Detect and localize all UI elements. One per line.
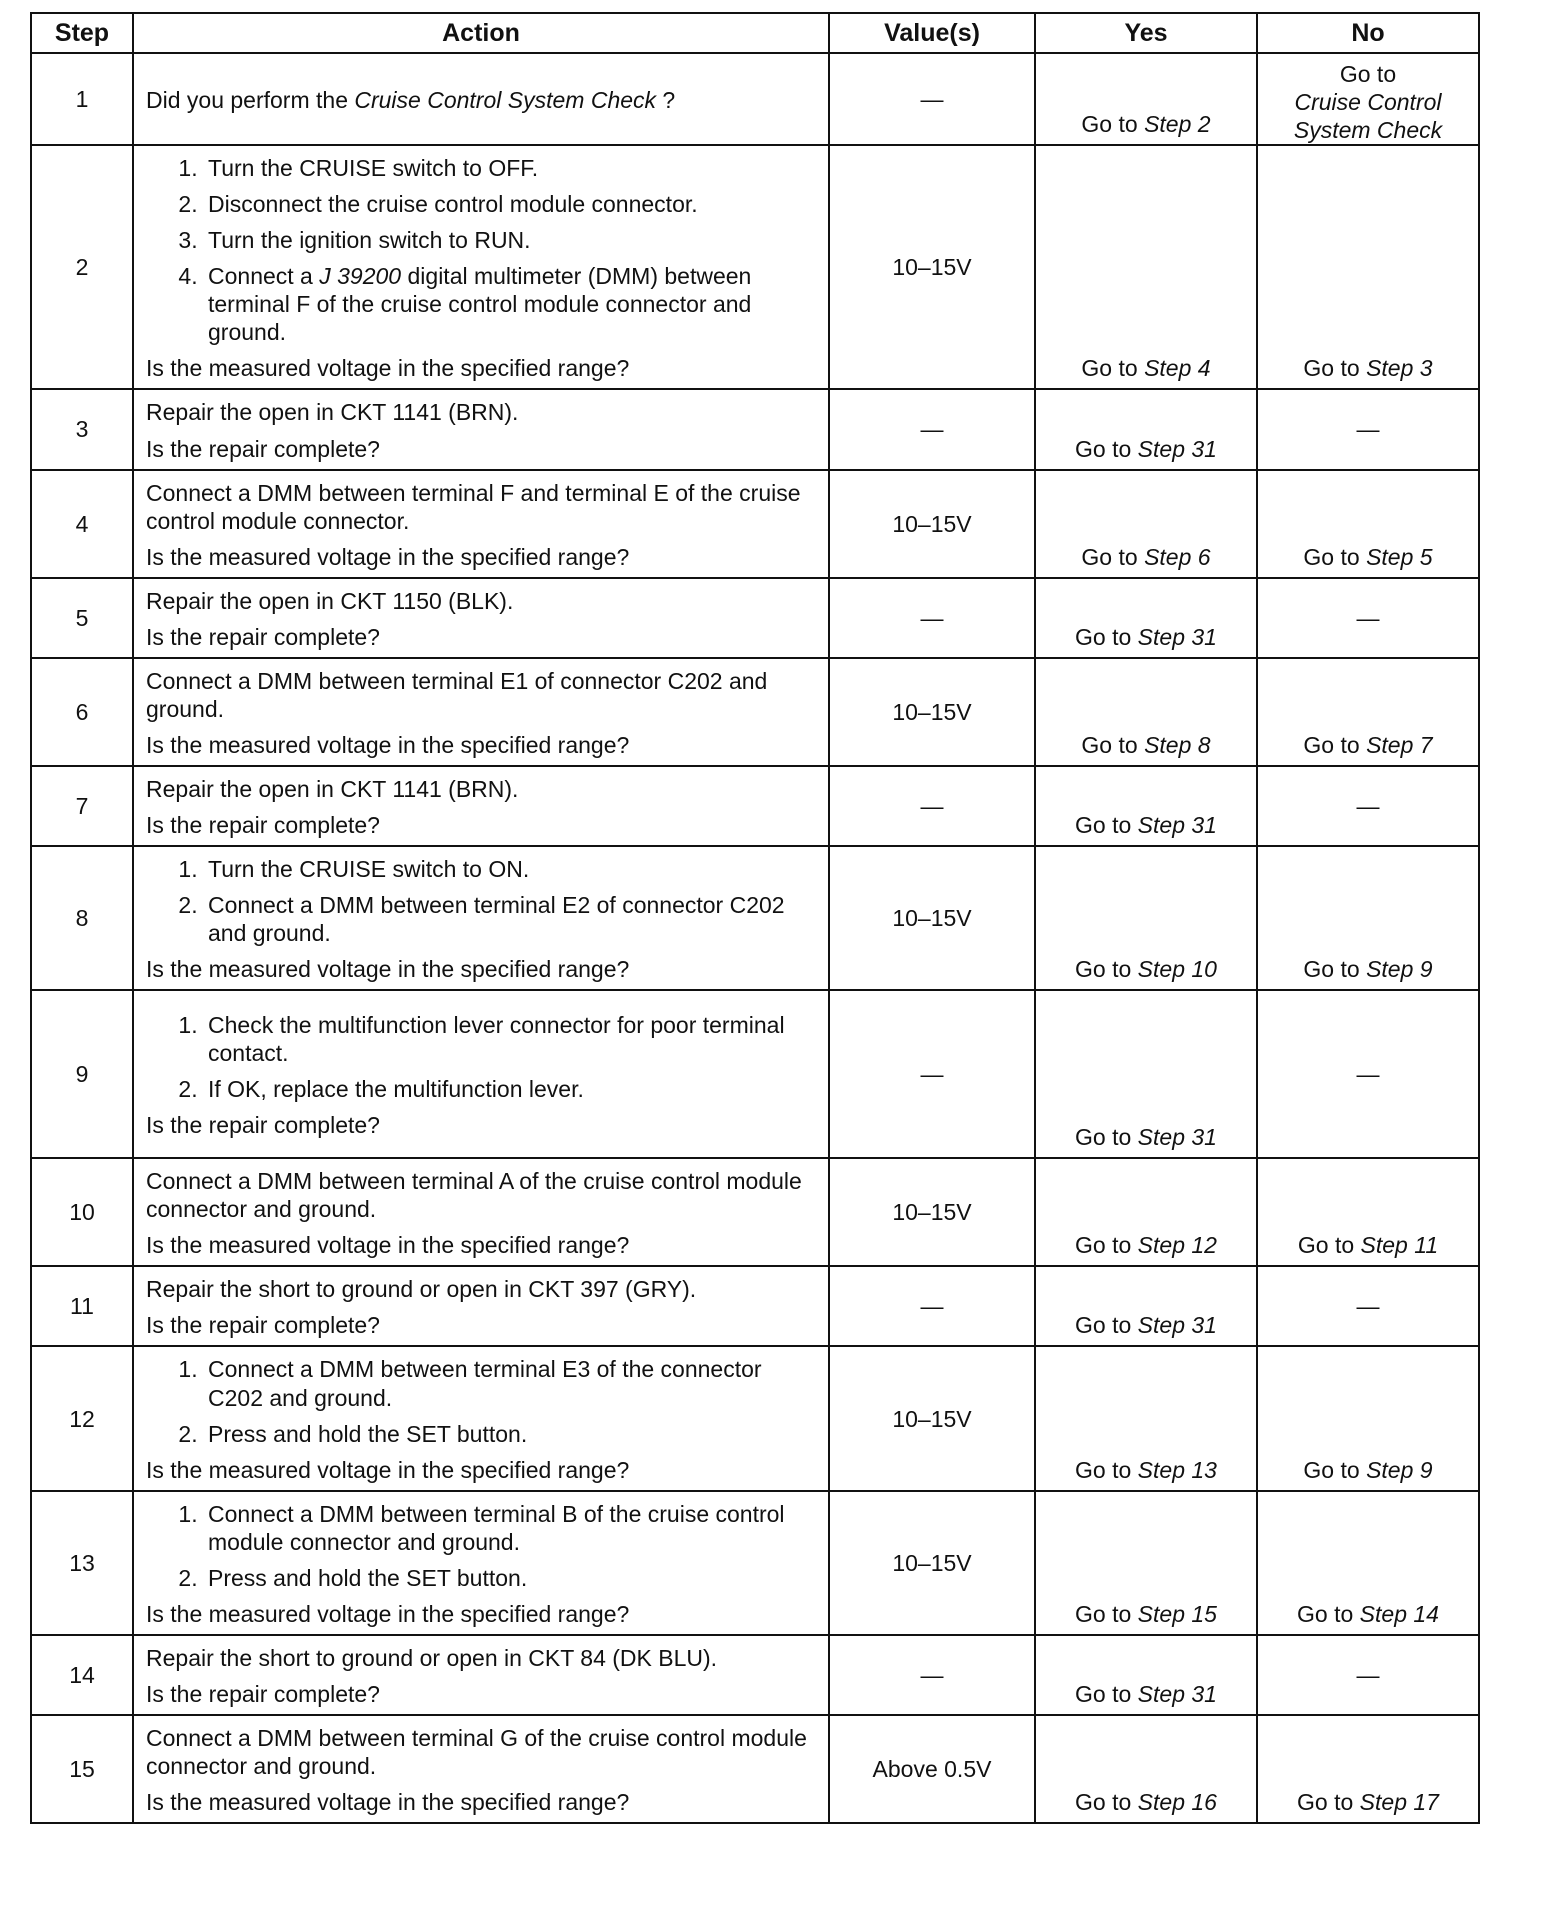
action-paragraph bbox=[146, 955, 816, 983]
text-segment: Connect a bbox=[208, 263, 320, 290]
text-segment: — bbox=[1356, 1661, 1380, 1688]
step-number: 4 bbox=[31, 470, 133, 578]
text-segment: Repair the short to ground or open in CKT 397 (GRY). bbox=[146, 1276, 697, 1303]
step-number: 11 bbox=[31, 1266, 133, 1346]
step-number: 15 bbox=[31, 1715, 133, 1823]
text-segment: Is the measured voltage in the specified range? bbox=[146, 1600, 630, 1627]
yes-cell bbox=[1035, 145, 1257, 389]
table-row bbox=[31, 1491, 1479, 1635]
italic-reference: Step 6 bbox=[1144, 543, 1211, 570]
step-number: 8 bbox=[31, 846, 133, 990]
italic-reference: Step 17 bbox=[1359, 1789, 1439, 1816]
step-number: 14 bbox=[31, 1635, 133, 1715]
header-values: Value(s) bbox=[829, 13, 1035, 53]
text-segment: Repair the short to ground or open in CKT 84 (DK BLU). bbox=[146, 1644, 718, 1671]
action-cell bbox=[133, 1266, 829, 1346]
text-segment: ? bbox=[656, 87, 676, 114]
action-paragraph bbox=[146, 1724, 816, 1780]
text-segment: — bbox=[1356, 792, 1380, 819]
no-cell bbox=[1257, 990, 1479, 1158]
value-cell: 10–15V bbox=[829, 1491, 1035, 1635]
step-number: 2 bbox=[31, 145, 133, 389]
action-paragraph bbox=[146, 1311, 816, 1339]
text-segment: Connect a DMM between terminal E3 of the connector C202 and ground. bbox=[208, 1356, 762, 1411]
text-segment: Go to bbox=[1075, 435, 1138, 462]
text-segment: Is the measured voltage in the specified range? bbox=[146, 355, 630, 382]
value-cell: 10–15V bbox=[829, 470, 1035, 578]
action-list-item bbox=[204, 226, 816, 254]
no-cell bbox=[1257, 1491, 1479, 1635]
header-no: No bbox=[1257, 13, 1479, 53]
table-row bbox=[31, 658, 1479, 766]
italic-reference: Step 31 bbox=[1137, 811, 1217, 838]
text-segment: Did you perform the bbox=[146, 87, 355, 114]
text-segment: Turn the ignition switch to RUN. bbox=[208, 227, 531, 254]
italic-reference: Cruise Control System Check bbox=[354, 87, 657, 114]
italic-reference: Step 7 bbox=[1366, 731, 1433, 758]
no-cell bbox=[1257, 145, 1479, 389]
yes-cell bbox=[1035, 766, 1257, 846]
italic-reference: System Check bbox=[1293, 117, 1443, 144]
text-segment: Go to bbox=[1075, 1600, 1138, 1627]
text-segment: Go to bbox=[1081, 355, 1145, 382]
action-cell bbox=[133, 1158, 829, 1266]
action-paragraph bbox=[146, 1644, 816, 1672]
table-row bbox=[31, 1158, 1479, 1266]
action-paragraph bbox=[146, 1680, 816, 1708]
italic-reference: Step 11 bbox=[1360, 1232, 1439, 1259]
no-cell bbox=[1257, 389, 1479, 469]
text-segment: Is the measured voltage in the specified range? bbox=[146, 1789, 630, 1816]
italic-reference: Step 31 bbox=[1137, 1124, 1217, 1151]
header-yes: Yes bbox=[1035, 13, 1257, 53]
text-segment: Is the measured voltage in the specified range? bbox=[146, 1232, 630, 1259]
action-paragraph bbox=[146, 587, 816, 615]
table-row bbox=[31, 1266, 1479, 1346]
action-list bbox=[146, 855, 816, 947]
action-paragraph bbox=[146, 479, 816, 535]
text-segment: Is the repair complete? bbox=[146, 1112, 380, 1139]
italic-reference: J 39200 bbox=[319, 263, 402, 290]
text-segment: — bbox=[1356, 1061, 1380, 1088]
text-segment: Is the repair complete? bbox=[146, 435, 380, 462]
table-body bbox=[31, 53, 1479, 1823]
step-number: 9 bbox=[31, 990, 133, 1158]
table-row bbox=[31, 145, 1479, 389]
text-segment: Go to bbox=[1075, 623, 1138, 650]
text-segment: Go to bbox=[1081, 731, 1145, 758]
text-segment: Repair the open in CKT 1141 (BRN). bbox=[146, 775, 519, 802]
text-segment: Go to bbox=[1075, 1312, 1138, 1339]
italic-reference: Step 31 bbox=[1137, 1680, 1217, 1707]
no-cell bbox=[1257, 658, 1479, 766]
text-segment: Go to bbox=[1303, 731, 1367, 758]
action-paragraph bbox=[146, 1600, 816, 1628]
action-list-item bbox=[204, 190, 816, 218]
yes-cell bbox=[1035, 1158, 1257, 1266]
no-cell bbox=[1257, 53, 1479, 145]
text-segment: Is the repair complete? bbox=[146, 1312, 380, 1339]
header-action: Action bbox=[133, 13, 829, 53]
action-list-item bbox=[204, 1355, 816, 1411]
text-segment: Go to bbox=[1075, 1124, 1138, 1151]
action-paragraph bbox=[146, 1231, 816, 1259]
text-segment: Is the repair complete? bbox=[146, 811, 380, 838]
italic-reference: Cruise Control bbox=[1294, 89, 1442, 116]
text-segment: Is the measured voltage in the specified range? bbox=[146, 543, 630, 570]
text-segment: Go to bbox=[1297, 1232, 1361, 1259]
step-number: 1 bbox=[31, 53, 133, 145]
action-cell bbox=[133, 1346, 829, 1490]
value-cell: Above 0.5V bbox=[829, 1715, 1035, 1823]
text-segment: digital multimeter (DMM) between terminal F of the cruise control module connector and ground. bbox=[208, 263, 752, 346]
text-segment: Is the measured voltage in the specified range? bbox=[146, 731, 630, 758]
action-paragraph bbox=[146, 1111, 816, 1139]
text-segment: Repair the open in CKT 1150 (BLK). bbox=[146, 587, 514, 614]
action-list-item bbox=[204, 262, 816, 346]
italic-reference: Step 2 bbox=[1144, 111, 1211, 138]
text-segment: Go to bbox=[1075, 1789, 1138, 1816]
step-number: 10 bbox=[31, 1158, 133, 1266]
no-cell bbox=[1257, 846, 1479, 990]
table-row bbox=[31, 53, 1479, 145]
text-segment: Go to bbox=[1339, 61, 1397, 87]
text-segment: Check the multifunction lever connector for poor terminal contact. bbox=[208, 1012, 785, 1067]
text-segment: Connect a DMM between terminal G of the cruise control module connector and ground. bbox=[146, 1724, 807, 1779]
action-list-item bbox=[204, 891, 816, 947]
text-segment: Go to bbox=[1303, 355, 1367, 382]
text-segment: Go to bbox=[1303, 1456, 1367, 1483]
text-segment: Go to bbox=[1075, 811, 1138, 838]
action-paragraph bbox=[146, 811, 816, 839]
action-cell bbox=[133, 389, 829, 469]
yes-cell bbox=[1035, 53, 1257, 145]
text-segment: Go to bbox=[1075, 1232, 1138, 1259]
text-segment: Press and hold the SET button. bbox=[208, 1420, 528, 1447]
yes-cell bbox=[1035, 578, 1257, 658]
text-segment: Go to bbox=[1297, 1789, 1360, 1816]
italic-reference: Step 8 bbox=[1144, 731, 1211, 758]
action-cell bbox=[133, 470, 829, 578]
action-paragraph bbox=[146, 1167, 816, 1223]
value-cell: 10–15V bbox=[829, 1346, 1035, 1490]
text-segment: Connect a DMM between terminal E1 of connector C202 and ground. bbox=[146, 667, 768, 722]
value-cell: — bbox=[829, 1266, 1035, 1346]
text-segment: — bbox=[1356, 604, 1380, 631]
text-segment: Connect a DMM between terminal E2 of connector C202 and ground. bbox=[208, 892, 785, 947]
table-row bbox=[31, 846, 1479, 990]
action-cell bbox=[133, 990, 829, 1158]
value-cell: 10–15V bbox=[829, 846, 1035, 990]
text-segment: Go to bbox=[1075, 956, 1138, 983]
text-segment: Is the measured voltage in the specified range? bbox=[146, 956, 630, 983]
yes-cell bbox=[1035, 470, 1257, 578]
no-cell bbox=[1257, 578, 1479, 658]
italic-reference: Step 31 bbox=[1137, 435, 1217, 462]
yes-cell bbox=[1035, 1266, 1257, 1346]
step-number: 5 bbox=[31, 578, 133, 658]
yes-cell bbox=[1035, 990, 1257, 1158]
table-row bbox=[31, 1635, 1479, 1715]
italic-reference: Step 15 bbox=[1137, 1600, 1217, 1627]
action-paragraph bbox=[146, 398, 816, 426]
action-paragraph bbox=[146, 86, 816, 114]
text-segment: Turn the CRUISE switch to ON. bbox=[208, 856, 530, 883]
text-segment: — bbox=[1356, 416, 1380, 443]
no-cell bbox=[1257, 470, 1479, 578]
step-number: 6 bbox=[31, 658, 133, 766]
italic-reference: Step 31 bbox=[1137, 1312, 1217, 1339]
italic-reference: Step 5 bbox=[1366, 543, 1433, 570]
value-cell: — bbox=[829, 53, 1035, 145]
action-paragraph bbox=[146, 1275, 816, 1303]
yes-cell bbox=[1035, 658, 1257, 766]
text-segment: — bbox=[1356, 1293, 1380, 1320]
yes-cell bbox=[1035, 1346, 1257, 1490]
table-row bbox=[31, 1715, 1479, 1823]
text-segment: Turn the CRUISE switch to OFF. bbox=[208, 155, 539, 182]
value-cell: 10–15V bbox=[829, 145, 1035, 389]
italic-reference: Step 4 bbox=[1144, 355, 1211, 382]
action-list-item bbox=[204, 1500, 816, 1556]
action-paragraph bbox=[146, 1788, 816, 1816]
no-cell bbox=[1257, 1158, 1479, 1266]
text-segment: Press and hold the SET button. bbox=[208, 1564, 528, 1591]
yes-cell bbox=[1035, 389, 1257, 469]
action-paragraph bbox=[146, 543, 816, 571]
no-cell bbox=[1257, 1346, 1479, 1490]
value-cell: — bbox=[829, 578, 1035, 658]
action-cell bbox=[133, 1491, 829, 1635]
text-segment: Is the repair complete? bbox=[146, 623, 380, 650]
action-list bbox=[146, 1355, 816, 1447]
header-step: Step bbox=[31, 13, 133, 53]
table-row bbox=[31, 1346, 1479, 1490]
table-row bbox=[31, 578, 1479, 658]
text-segment: Connect a DMM between terminal A of the cruise control module connector and ground. bbox=[146, 1168, 802, 1223]
text-segment: Go to bbox=[1297, 1600, 1360, 1627]
action-paragraph bbox=[146, 775, 816, 803]
action-cell bbox=[133, 1635, 829, 1715]
no-cell bbox=[1257, 1266, 1479, 1346]
action-cell bbox=[133, 578, 829, 658]
action-paragraph bbox=[146, 1456, 816, 1484]
action-list bbox=[146, 154, 816, 346]
action-paragraph bbox=[146, 731, 816, 759]
text-segment: Connect a DMM between terminal F and terminal E of the cruise control module connector. bbox=[146, 479, 801, 534]
action-cell bbox=[133, 658, 829, 766]
text-segment: Go to bbox=[1081, 543, 1145, 570]
no-cell bbox=[1257, 1635, 1479, 1715]
italic-reference: Step 16 bbox=[1137, 1789, 1217, 1816]
action-list bbox=[146, 1500, 816, 1592]
table-row bbox=[31, 389, 1479, 469]
no-cell bbox=[1257, 766, 1479, 846]
text-segment: Is the repair complete? bbox=[146, 1680, 380, 1707]
action-paragraph bbox=[146, 435, 816, 463]
italic-reference: Step 10 bbox=[1137, 956, 1217, 983]
table-row bbox=[31, 990, 1479, 1158]
action-cell bbox=[133, 1715, 829, 1823]
header-row bbox=[31, 13, 1479, 53]
italic-reference: Step 12 bbox=[1137, 1232, 1217, 1259]
no-cell bbox=[1257, 1715, 1479, 1823]
italic-reference: Step 13 bbox=[1137, 1456, 1217, 1483]
text-segment: Connect a DMM between terminal B of the cruise control module connector and ground. bbox=[208, 1500, 785, 1555]
italic-reference: Step 3 bbox=[1366, 355, 1433, 382]
text-segment: Go to bbox=[1075, 1680, 1138, 1707]
yes-cell bbox=[1035, 1635, 1257, 1715]
step-number: 3 bbox=[31, 389, 133, 469]
value-cell: — bbox=[829, 1635, 1035, 1715]
action-list-item bbox=[204, 1420, 816, 1448]
action-list-item bbox=[204, 1075, 816, 1103]
step-number: 7 bbox=[31, 766, 133, 846]
yes-cell bbox=[1035, 846, 1257, 990]
action-cell bbox=[133, 846, 829, 990]
yes-cell bbox=[1035, 1491, 1257, 1635]
value-cell: 10–15V bbox=[829, 1158, 1035, 1266]
diagnostic-table bbox=[30, 12, 1480, 1824]
text-segment: Is the measured voltage in the specified range? bbox=[146, 1456, 630, 1483]
action-list-item bbox=[204, 1564, 816, 1592]
text-segment: Disconnect the cruise control module connector. bbox=[208, 191, 698, 218]
action-cell bbox=[133, 145, 829, 389]
value-cell: — bbox=[829, 389, 1035, 469]
value-cell: 10–15V bbox=[829, 658, 1035, 766]
italic-reference: Step 31 bbox=[1137, 623, 1217, 650]
value-cell: — bbox=[829, 990, 1035, 1158]
italic-reference: Step 9 bbox=[1366, 956, 1433, 983]
table-row bbox=[31, 766, 1479, 846]
text-segment: If OK, replace the multifunction lever. bbox=[208, 1076, 584, 1103]
text-segment: Go to bbox=[1081, 111, 1145, 138]
action-paragraph bbox=[146, 623, 816, 651]
action-paragraph bbox=[146, 354, 816, 382]
italic-reference: Step 9 bbox=[1366, 1456, 1433, 1483]
text-segment: Go to bbox=[1075, 1456, 1138, 1483]
table-row bbox=[31, 470, 1479, 578]
value-cell: — bbox=[829, 766, 1035, 846]
text-segment: Repair the open in CKT 1141 (BRN). bbox=[146, 399, 519, 426]
action-cell bbox=[133, 766, 829, 846]
step-number: 13 bbox=[31, 1491, 133, 1635]
text-segment: Go to bbox=[1303, 543, 1367, 570]
action-list-item bbox=[204, 1011, 816, 1067]
action-list-item bbox=[204, 154, 816, 182]
action-list-item bbox=[204, 855, 816, 883]
step-number: 12 bbox=[31, 1346, 133, 1490]
italic-reference: Step 14 bbox=[1359, 1600, 1439, 1627]
action-cell bbox=[133, 53, 829, 145]
action-list bbox=[146, 1011, 816, 1103]
action-paragraph bbox=[146, 667, 816, 723]
yes-cell bbox=[1035, 1715, 1257, 1823]
text-segment: Go to bbox=[1303, 956, 1367, 983]
